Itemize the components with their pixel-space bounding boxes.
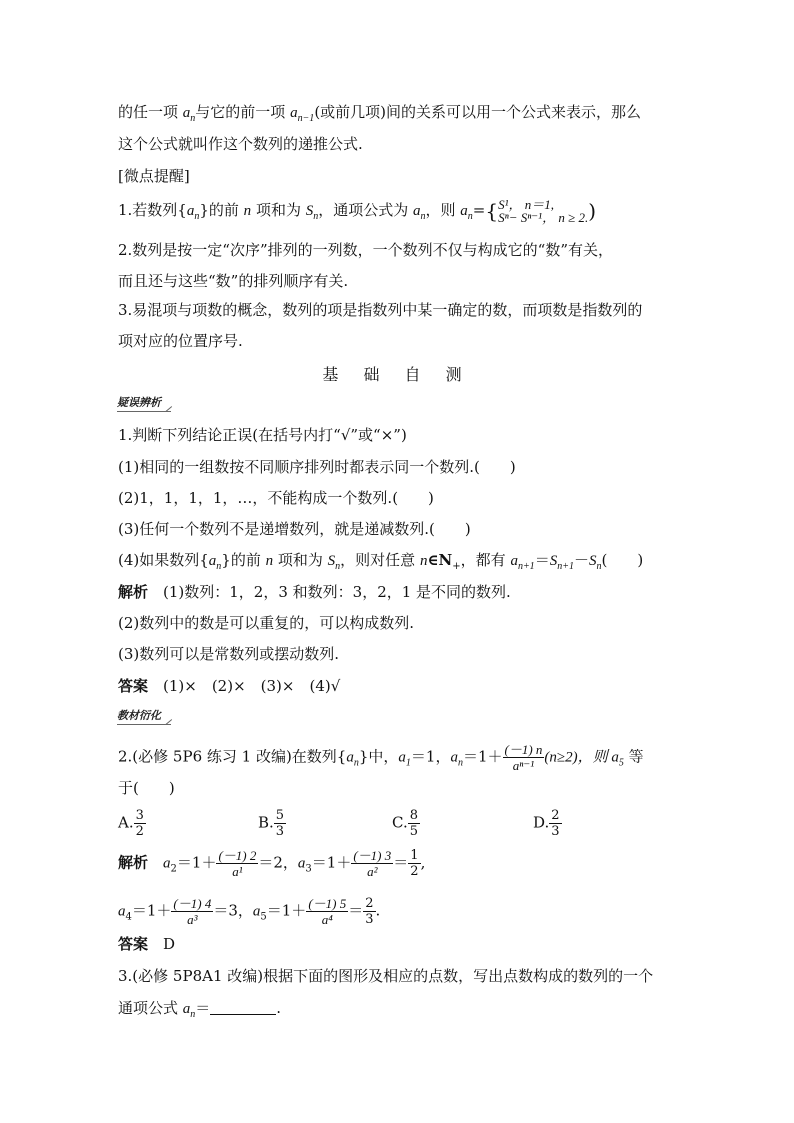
q3-stem-line-1: 3.(必修 5P8A1 改编)根据下面的图形及相应的点数，写出点数构成的数列的一个 xyxy=(118,967,654,985)
q2-stem-line-2: 于( ) xyxy=(118,779,175,797)
q2-fraction: $\frac{(-1) n}{\text{aⁿ⁻¹}}$ xyxy=(504,742,543,773)
q1-statement-3: (3)任何一个数列不是递增数列，就是递减数列.( ) xyxy=(118,520,471,538)
answer-blank[interactable] xyxy=(210,1000,276,1015)
q1-statement-2: (2)1，1，1，1，…，不能构成一个数列.( ) xyxy=(118,489,434,507)
q2-option-c[interactable]: C. $\frac{8}{5}$ xyxy=(392,808,418,839)
tip-item-1: 1.若数列$\{a_n\}$的前 n 项和为 $S_n$，通项公式为 $a_n$，则 $a_n=${ S¹， n＝1, Sⁿ− Sⁿ⁻¹， n ≥ 2. ) xyxy=(118,197,597,225)
tag-textbook-derivation: 教材衍化 xyxy=(117,707,171,725)
tag-error-analysis: 疑误辨析 xyxy=(117,394,171,412)
intro-line-1: 的任一项 $a_n$与它的前一项 $a_{n-1}$(或前几项)间的关系可以用一个公式来表示，那么 xyxy=(118,103,642,124)
q1-statement-1: (1)相同的一组数按不同顺序排列时都表示同一个数列.( ) xyxy=(118,458,516,476)
q3-stem-line-2: 通项公式 $a_n=$ . xyxy=(118,999,282,1020)
section-title: 基 础 自 测 xyxy=(322,365,472,384)
q2-answer: 答案 D xyxy=(118,935,176,953)
q1-analysis-2: (2)数列中的数是可以重复的，可以构成数列. xyxy=(118,614,415,632)
q2-stem-line-1: 2.(必修 5P6 练习 1 改编)在数列$\{a_n\}$中，$a_1=1$，$a_n=1+$ $\frac{(-1) n}{\text{aⁿ⁻¹}}$ (n≥2)，则 $a_5$ 等 xyxy=(118,742,644,773)
q1-stem: 1.判断下列结论正误(在括号内打“√”或“×”) xyxy=(118,426,407,444)
q1-analysis-3: (3)数列可以是常数列或摆动数列. xyxy=(118,645,340,663)
tip-item-2-line-2: 而且还与这些“数”的排列顺序有关. xyxy=(118,272,349,290)
q2-option-d[interactable]: D. $\frac{2}{3}$ xyxy=(533,808,560,839)
tip-item-3-line-1: 3.易混项与项数的概念，数列的项是指数列中某一确定的数，而项数是指数列的 xyxy=(118,301,643,319)
intro-line-2: 这个公式就叫作这个数列的递推公式. xyxy=(118,135,363,153)
q1-statement-4: (4)如果数列$\{a_n\}$的前 n 项和为 $S_n$，则对任意 $n\in N_+$，都有 $a_{n+1}=S_{n+1}-S_n$( ) xyxy=(118,551,644,572)
tip-header: [微点提醒] xyxy=(118,167,190,185)
piecewise-cases: S¹， n＝1, Sⁿ− Sⁿ⁻¹， n ≥ 2. xyxy=(498,197,589,225)
tip-item-3-line-2: 项对应的位置序号. xyxy=(118,332,243,350)
q2-option-b[interactable]: B. $\frac{5}{3}$ xyxy=(258,808,285,839)
q2-option-a[interactable]: A. $\frac{3}{2}$ xyxy=(118,808,144,839)
q2-analysis-line-2: $a_4=1+$ $\frac{(-1) 4}{\text{a³}}$ ＝3，$a_5=1+$ $\frac{(-1) 5}{\text{a⁴}}$ ＝ $\frac{2}{3}$ . xyxy=(118,896,381,927)
q1-analysis-1: 解析 (1)数列：1，2，3 和数列：3，2，1 是不同的数列. xyxy=(118,583,511,601)
q2-analysis-line-1: 解析 $a_2=1+$ $\frac{(-1) 2}{\text{a¹}}$ ＝2，$a_3=1+$ $\frac{(-1) 3}{\text{a²}}$ ＝ $\frac{1}{2}$ , xyxy=(118,848,426,879)
tip-item-2-line-1: 2.数列是按一定“次序”排列的一列数，一个数列不仅与构成它的“数”有关， xyxy=(118,241,613,259)
q1-answer: 答案 (1)× (2)× (3)× (4)√ xyxy=(118,677,341,695)
